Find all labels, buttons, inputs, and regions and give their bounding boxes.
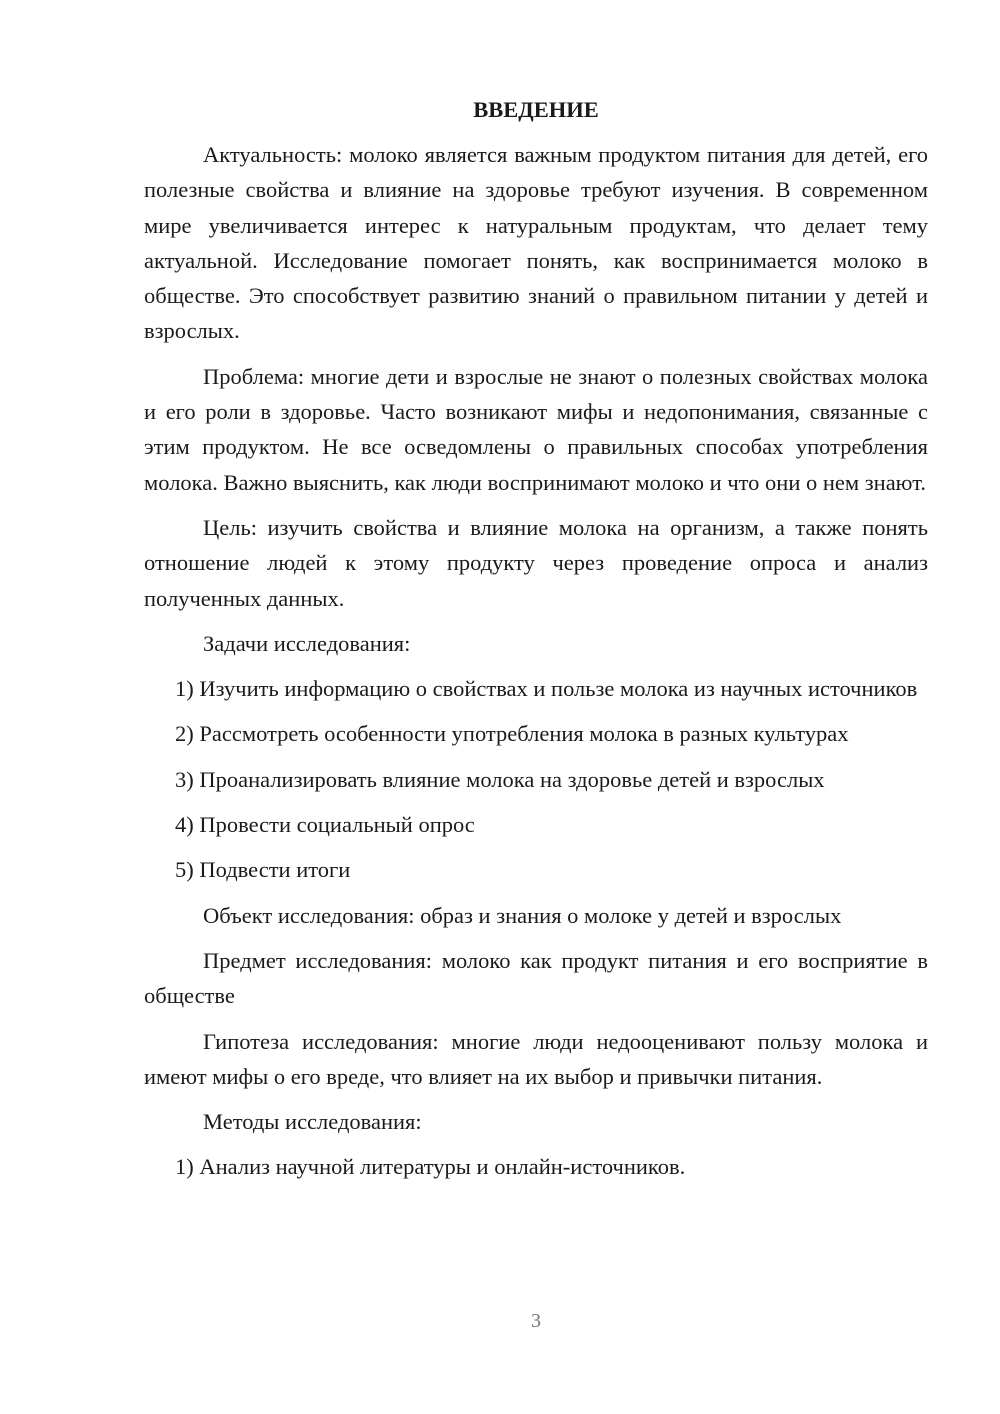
task-item: 2) Рассмотреть особенности употребления молока в разных культурах [175,721,849,747]
section-title: ВВЕДЕНИЕ [473,97,599,122]
methods-heading: Методы исследования: [203,1109,422,1135]
method-item: 1) Анализ научной литературы и онлайн-источников. [175,1154,686,1180]
page-number: 3 [531,1310,541,1332]
object-paragraph: Объект исследования: образ и знания о молоке у детей и взрослых [203,902,842,928]
task-item: 5) Подвести итоги [175,857,351,883]
relevance-paragraph: Актуальность: молоко является важным продуктом питания для детей, его полезные свойства и влияние на здоровье требуют изучения. В современном мире увеличивается интерес к натуральным продуктам, что делает тему актуальной. Исследование помогает понять, как воспринимается молоко в обществе. Это способствует развитию знаний о правильном питании у детей и взрослых. [144,142,928,344]
document-page [144,92,928,1195]
tasks-heading: Задачи исследования: [203,630,411,656]
task-item: 3) Проанализировать влияние молока на здоровье детей и взрослых [175,766,825,792]
subject-paragraph: Предмет исследования: молоко как продукт питания и его восприятие в обществе [144,947,928,1009]
task-item: 4) Провести социальный опрос [175,812,475,838]
problem-paragraph: Проблема: многие дети и взрослые не знают о полезных свойствах молока и его роли в здоровье. Часто возникают мифы и недопонимания, связанные с этим продуктом. Не все осведомлены о правильных способах употребления молока. Важно выяснить, как люди воспринимают молоко и что они о нем знают. [144,363,928,495]
goal-paragraph: Цель: изучить свойства и влияние молока на организм, а также понять отношение людей к этому продукту через проведение опроса и анализ полученных данных. [144,514,928,611]
hypothesis-paragraph: Гипотеза исследования: многие люди недооценивают пользу молока и имеют мифы о его вреде, что влияет на их выбор и привычки питания. [144,1028,928,1089]
task-item: 1) Изучить информацию о свойствах и пользе молока из научных источников [175,676,918,702]
